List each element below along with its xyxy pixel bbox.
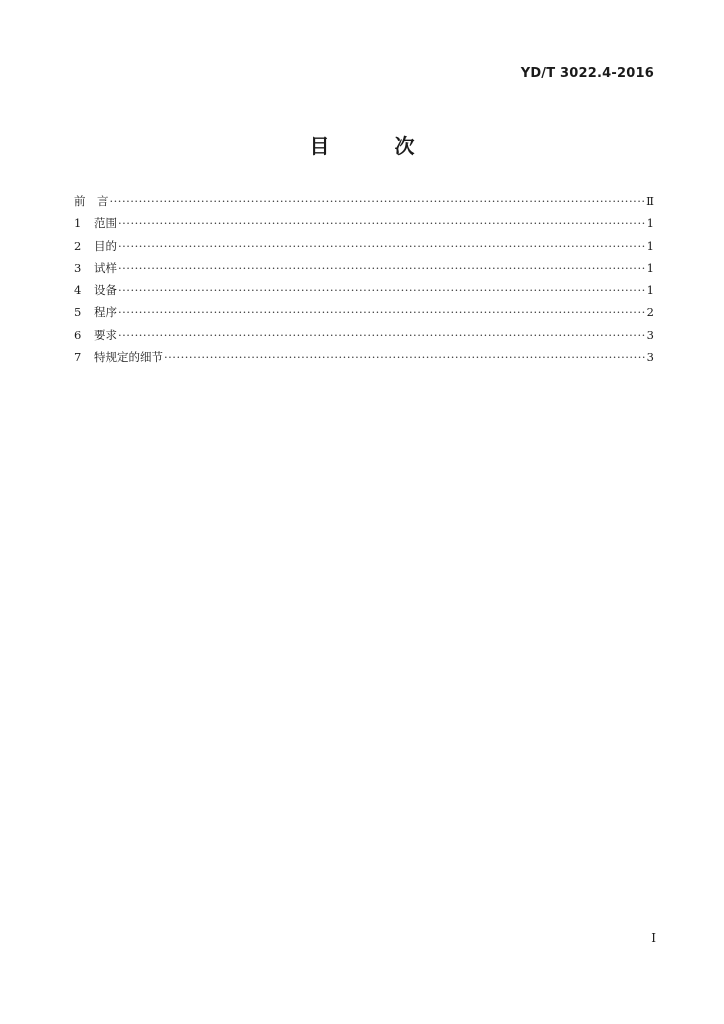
toc-title-char-2: 次 (394, 134, 415, 158)
page-number: I (651, 931, 656, 945)
toc-entry-number: 5 (74, 305, 82, 320)
toc-entry-title: 特规定的细节 (94, 350, 163, 365)
toc-entry-2[interactable] (74, 238, 654, 260)
toc-title-char-1: 目 (309, 134, 330, 158)
dot-leader (118, 239, 646, 253)
toc-entry-1[interactable] (74, 215, 654, 237)
toc-entry-page: 1 (646, 283, 654, 298)
toc-entry-4[interactable] (74, 282, 654, 304)
dot-leader (110, 194, 646, 208)
dot-leader (164, 350, 646, 364)
toc-entry-page: 3 (646, 350, 654, 365)
toc-entry-number: 2 (74, 238, 82, 253)
toc-entry-title: 前 言 (74, 194, 109, 208)
toc-entry-foreword[interactable] (74, 193, 654, 215)
toc-entry-7[interactable] (74, 349, 654, 371)
dot-leader (118, 261, 646, 275)
toc-entry-number: 6 (74, 327, 82, 342)
toc-entry-number: 4 (74, 283, 82, 298)
toc-entry-page: 1 (646, 260, 654, 275)
table-of-contents (74, 193, 654, 371)
toc-entry-5[interactable] (74, 304, 654, 326)
toc-entry-title: 设备 (94, 283, 117, 298)
document-code: YD/T 3022.4-2016 (520, 66, 654, 81)
toc-entry-page: Ⅱ (646, 194, 654, 208)
toc-title (0, 130, 724, 159)
toc-entry-number: 7 (74, 350, 82, 365)
toc-entry-number: 3 (74, 260, 82, 275)
dot-leader (118, 305, 646, 319)
toc-entry-3[interactable] (74, 260, 654, 282)
dot-leader (118, 328, 646, 342)
toc-entry-title: 目的 (94, 238, 117, 253)
toc-entry-title: 试样 (94, 260, 117, 275)
toc-entry-number: 1 (74, 216, 82, 231)
toc-entry-page: 2 (646, 305, 654, 320)
toc-entry-title: 程序 (94, 305, 117, 320)
toc-entry-title: 范围 (94, 216, 117, 231)
toc-entry-page: 3 (646, 327, 654, 342)
dot-leader (118, 283, 646, 297)
toc-entry-6[interactable] (74, 327, 654, 349)
toc-entry-title: 要求 (94, 327, 117, 342)
toc-entry-page: 1 (646, 238, 654, 253)
dot-leader (118, 216, 646, 230)
toc-entry-page: 1 (646, 216, 654, 231)
